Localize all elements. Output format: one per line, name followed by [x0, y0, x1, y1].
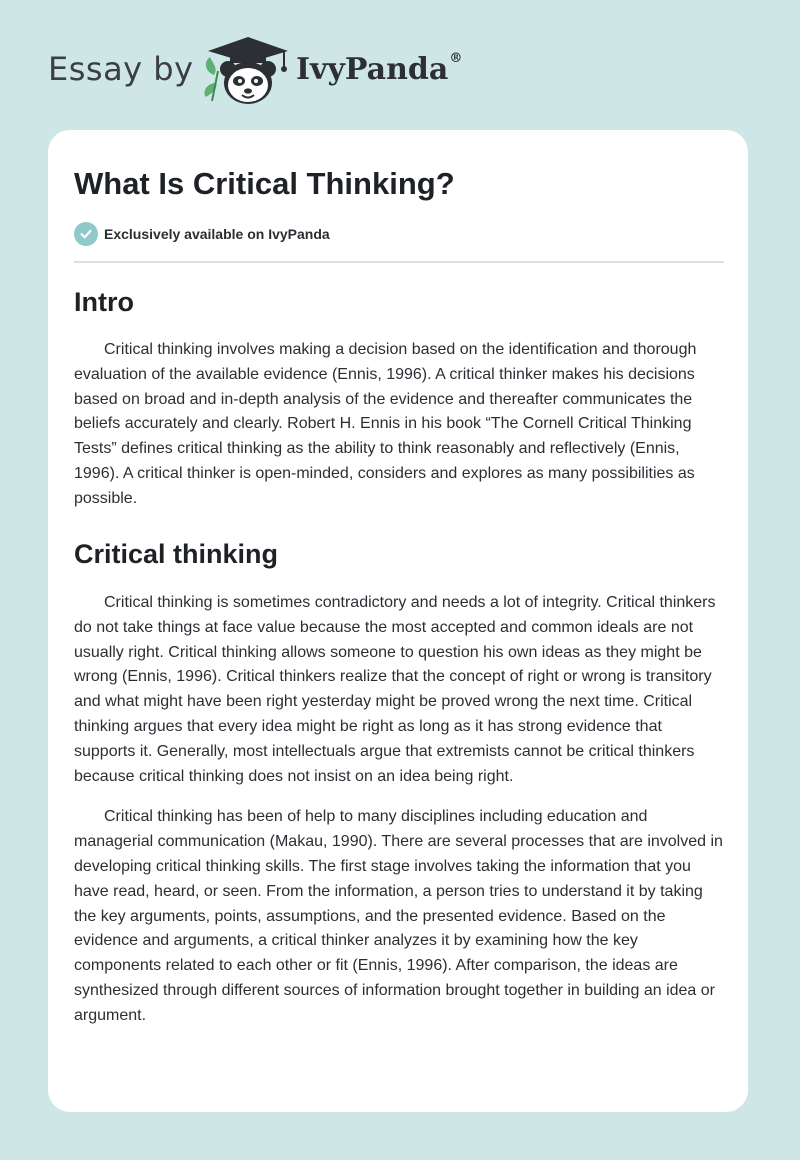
essay-by-label: Essay by — [48, 50, 194, 88]
check-icon — [74, 222, 98, 246]
divider — [74, 261, 724, 263]
section-heading: Critical thinking — [74, 539, 279, 569]
registered-mark: ® — [449, 51, 463, 66]
section-intro — [74, 286, 724, 512]
panda-logo-icon[interactable] — [200, 35, 296, 107]
site-header — [0, 0, 800, 130]
brand-name-text: IvyPanda — [296, 52, 449, 87]
leaf-icon — [204, 57, 218, 101]
brand-name[interactable] — [296, 52, 462, 87]
exclusive-badge-label: Exclusively available on IvyPanda — [104, 226, 330, 242]
section-critical-thinking — [74, 538, 724, 1029]
page-title: What Is Critical Thinking? — [74, 166, 455, 201]
section-heading: Intro — [74, 287, 134, 317]
paragraph: Critical thinking is sometimes contradictory and needs a lot of integrity. Critical thinkers do not take things at face value because the most accepted and common ideals are not usually right. Critical thinking allows someone to question his own ideas as they might be wrong (Ennis, 1996). Critical thinkers realize that the concept of right or wrong is transitory and what might have been right yesterday might be proved wrong the next time. Critical thinking argues that every idea might be right as long as it has strong evidence that supports it. Generally, most intellectuals argue that extremists cannot be critical thinkers because critical thinking does not insist on an idea being right. — [74, 594, 716, 785]
paragraph: Critical thinking involves making a decision based on the identification and thorough evaluation of the available evidence (Ennis, 1996). A critical thinker makes his decisions based on broad and in-depth analysis of the evidence and thereafter communicates the beliefs accurately and clearly. Robert H. Ennis in his book “The Cornell Critical Thinking Tests” defines critical thinking as the ability to think reasonably and reflectively (Ennis, 1996). A critical thinker is open-minded, considers and explores as many possibilities as possible. — [74, 341, 697, 507]
paragraph: Critical thinking has been of help to many disciplines including education and managerial communication (Makau, 1990). There are several processes that are involved in developing critical thinking skills. The first stage involves taking the information that you have read, heard, or seen. From the information, a person tries to understand it by taking the key arguments, points, assumptions, and the presented evidence. Based on the evidence and arguments, a critical thinker analyzes it by examining how the key components related to each other or fit (Ennis, 1996). After comparison, the ideas are synthesized through different sources of information brought together in building an idea or argument. — [74, 808, 723, 1024]
essay-card — [48, 130, 748, 1112]
exclusive-badge — [74, 222, 330, 246]
